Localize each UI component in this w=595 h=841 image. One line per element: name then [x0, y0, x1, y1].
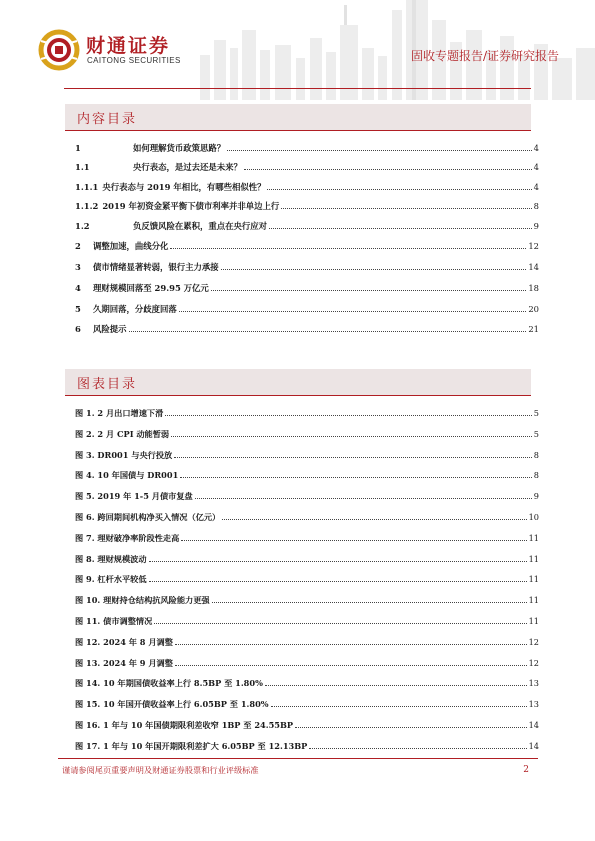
toc-leader-dots [221, 261, 527, 270]
figure-item-page: 5 [533, 428, 539, 439]
figure-item[interactable] [75, 553, 539, 567]
toc-leader-dots [244, 161, 532, 170]
figure-item-page: 12 [528, 636, 539, 647]
figure-item-page: 11 [528, 553, 539, 564]
figure-leader-dots [149, 553, 527, 562]
toc-title: 内容目录 [77, 112, 138, 127]
toc-item-page: 12 [528, 241, 539, 251]
figure-item-page: 8 [533, 470, 539, 481]
toc-item-number: 1.1 [75, 162, 90, 172]
caitong-logo-icon [38, 29, 80, 71]
toc-leader-dots [211, 282, 527, 291]
brand-name-en: CAITONG SECURITIES [87, 56, 181, 65]
toc-item[interactable] [75, 181, 539, 195]
toc-item-number: 4 [75, 283, 81, 293]
figure-item[interactable] [75, 636, 539, 650]
toc-item-text: 央行表态，是过去还是未来？ [133, 162, 242, 172]
report-type-label: 固收专题报告/证券研究报告 [410, 49, 559, 63]
toc-item[interactable] [75, 303, 539, 317]
figure-item-text: 图 9. 杠杆水平较低 [75, 574, 147, 585]
figure-item-text: 图 17. 1 年与 10 年国开期限利差扩大 6.05BP 至 12.13BP [75, 740, 308, 751]
toc-item[interactable] [75, 323, 539, 337]
figure-item-page: 13 [528, 678, 539, 689]
figure-item-text: 图 8. 理财规模波动 [75, 553, 147, 564]
figure-leader-dots [174, 449, 532, 458]
figure-item-text: 图 14. 10 年期国债收益率上行 8.5BP 至 1.80% [75, 678, 263, 689]
figure-leader-dots [265, 677, 527, 686]
figure-item-page: 14 [528, 720, 539, 730]
toc-item-page: 4 [533, 182, 539, 192]
figure-leader-dots [175, 657, 527, 666]
figure-item[interactable] [75, 573, 539, 587]
toc-leader-dots [281, 200, 531, 209]
toc-item-number: 1.1.1 [75, 182, 99, 192]
figure-leader-dots [149, 573, 527, 582]
figure-item-text: 图 6. 跨回期间机构净买入情况（亿元） [75, 512, 221, 522]
page-header [0, 0, 595, 100]
figure-item[interactable] [75, 719, 539, 733]
toc-item-text: 央行表态与 2019 年相比，有哪些相似性？ [102, 182, 266, 192]
toc-item-text: 负反馈风险在累积，重点在央行应对 [133, 221, 267, 231]
toc-item-text: 风险提示 [93, 324, 127, 334]
figure-item[interactable] [75, 469, 539, 483]
header-divider [64, 88, 531, 89]
figure-item-text: 图 11. 债市调整情况 [75, 616, 153, 626]
toc-leader-dots [170, 240, 526, 249]
figure-leader-dots [181, 532, 526, 541]
figure-item[interactable] [75, 407, 539, 421]
toc-item[interactable] [75, 282, 539, 296]
figure-leader-dots [309, 740, 526, 749]
figure-leader-dots [271, 698, 527, 707]
figure-item[interactable] [75, 740, 539, 754]
toc-leader-dots [267, 181, 531, 190]
figure-item-page: 14 [528, 740, 539, 751]
toc-item-number: 1.2 [75, 221, 90, 231]
figure-item[interactable] [75, 615, 539, 629]
toc-leader-dots [227, 142, 532, 151]
toc-item-text: 理财规模回落至 29.95 万亿元 [93, 283, 209, 293]
figure-item-page: 5 [533, 408, 539, 418]
figure-item-page: 13 [528, 699, 539, 710]
figure-leader-dots [175, 636, 527, 645]
figure-leader-dots [154, 615, 526, 624]
toc-item-number: 3 [75, 262, 81, 272]
toc-item-page: 8 [533, 201, 539, 211]
figure-item-text: 图 13. 2024 年 9 月调整 [75, 657, 173, 668]
toc-item-text: 如何理解货币政策思路？ [133, 143, 226, 153]
figure-item-text: 图 15. 10 年国开债收益率上行 6.05BP 至 1.80% [75, 699, 269, 710]
figure-leader-dots [295, 719, 527, 728]
figures-title: 图表目录 [77, 377, 138, 392]
figure-item-text: 图 5. 2019 年 1-5 月债市复盘 [75, 491, 193, 502]
figure-item[interactable] [75, 677, 539, 691]
page-number: 2 [523, 765, 529, 775]
toc-item[interactable] [75, 161, 539, 175]
figure-item-text: 图 7. 理财破净率阶段性走高 [75, 532, 180, 543]
toc-item-page: 14 [528, 262, 539, 272]
figure-item[interactable] [75, 532, 539, 546]
figure-item-page: 8 [533, 449, 539, 460]
toc-title-bar [65, 104, 531, 131]
toc-item-page: 9 [533, 221, 539, 231]
figure-item[interactable] [75, 428, 539, 442]
toc-item-number: 2 [75, 241, 81, 251]
figures-title-bar [65, 369, 531, 396]
toc-item[interactable] [75, 220, 539, 234]
figure-item-page: 11 [528, 574, 539, 585]
toc-item-page: 20 [528, 304, 539, 314]
figure-item[interactable] [75, 594, 539, 608]
figure-item-page: 9 [533, 491, 539, 502]
figure-item-page: 12 [528, 657, 539, 668]
figure-item-page: 11 [528, 616, 539, 626]
toc-item[interactable] [75, 261, 539, 275]
toc-item-number: 1 [75, 143, 81, 153]
figure-leader-dots [171, 428, 532, 437]
brand-name-cn: 财通证券 [86, 35, 171, 57]
figure-item[interactable] [75, 657, 539, 671]
figure-item-text: 图 3. DR001 与央行投放 [75, 449, 173, 460]
toc-item-text: 2019 年初资金紧平衡下债市利率并非单边上行 [102, 201, 280, 211]
figure-item[interactable] [75, 490, 539, 504]
toc-item-text: 久期回落，分歧度回落 [93, 304, 177, 314]
toc-item-page: 18 [528, 283, 539, 293]
toc-item-page: 4 [533, 143, 539, 153]
figure-leader-dots [180, 469, 532, 478]
toc-item-page: 4 [533, 162, 539, 172]
figure-item-text: 图 12. 2024 年 8 月调整 [75, 636, 173, 647]
toc-item-text: 债市情绪显著转弱，银行主力承接 [93, 262, 219, 272]
figure-leader-dots [165, 407, 531, 416]
footer-disclaimer: 谨请参阅尾页重要声明及财通证券股票和行业评级标准 [62, 765, 259, 775]
figure-item-text: 图 10. 理财持仓结构抗风险能力更强 [75, 595, 210, 606]
toc-item-number: 5 [75, 304, 81, 314]
toc-item-number: 1.1.2 [75, 201, 99, 211]
toc-item[interactable] [75, 240, 539, 254]
toc-item[interactable] [75, 142, 539, 156]
figure-item[interactable] [75, 449, 539, 463]
toc-leader-dots [129, 323, 527, 332]
toc-item-number: 6 [75, 324, 81, 334]
figure-item[interactable] [75, 698, 539, 712]
figure-item-page: 11 [528, 532, 539, 543]
toc-leader-dots [179, 303, 527, 312]
figure-item-page: 10 [528, 512, 539, 522]
figure-leader-dots [222, 511, 526, 520]
toc-leader-dots [269, 220, 532, 229]
figure-item-text: 图 1. 2 月出口增速下滑 [75, 408, 164, 418]
toc-item-text: 调整加速，曲线分化 [93, 241, 169, 251]
footer-divider [58, 758, 538, 759]
figure-item-page: 11 [528, 595, 539, 606]
figure-leader-dots [195, 490, 532, 499]
toc-item[interactable] [75, 200, 539, 214]
figure-item-text: 图 16. 1 年与 10 年国债期限利差收窄 1BP 至 24.55BP [75, 720, 294, 730]
figure-leader-dots [212, 594, 527, 603]
figure-item-text: 图 4. 10 年国债与 DR001 [75, 470, 179, 481]
figure-item-text: 图 2. 2 月 CPI 动能暂弱 [75, 428, 170, 439]
figure-item[interactable] [75, 511, 539, 525]
toc-item-page: 21 [528, 324, 539, 334]
